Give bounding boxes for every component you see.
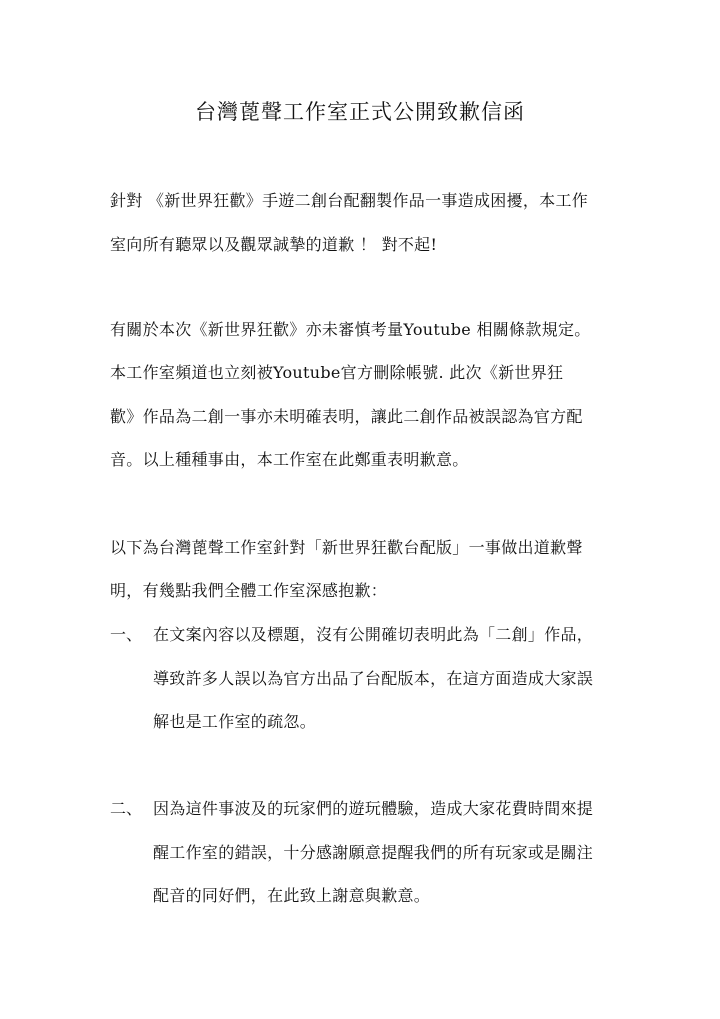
page-title: 台灣蓖聲工作室正式公開致歉信函	[195, 100, 525, 124]
list-item-1-marker: 一、	[110, 625, 143, 644]
paragraph-3-line-2: 明，有幾點我們全體工作室深感抱歉：	[110, 581, 388, 600]
paragraph-2-line-2: 本工作室頻道也立刻被Youtube官方刪除帳號. 此次《新世界狂	[110, 363, 564, 382]
list-item-2-line-2: 醒工作室的錯誤，十分感謝願意提醒我們的所有玩家或是關注	[153, 843, 594, 862]
list-item-1-line-3: 解也是工作室的疏忽。	[153, 712, 317, 731]
paragraph-3-line-1: 以下為台灣蓖聲工作室針對「新世界狂歡台配版」一事做出道歉聲	[110, 538, 583, 557]
paragraph-2-line-3: 歡》作品為二創一事亦未明確表明，讓此二創作品被誤認為官方配	[110, 407, 583, 426]
list-item-1-line-1: 在文案內容以及標題，沒有公開確切表明此為「二創」作品，	[153, 625, 594, 644]
paragraph-1-line-2: 室向所有聽眾以及觀眾誠摯的道歉 ！ 對不起!	[110, 235, 438, 254]
list-item-2-marker: 二、	[110, 799, 143, 818]
list-item-1-line-2: 導致許多人誤以為官方出品了台配版本，在這方面造成大家誤	[153, 669, 594, 688]
list-item-2-line-3: 配音的同好們，在此致上謝意與歉意。	[153, 886, 431, 905]
paragraph-2-line-1: 有關於本次《新世界狂歡》亦未審慎考量Youtube 相關條款規定。	[110, 320, 591, 339]
list-item-2-line-1: 因為這件事波及的玩家們的遊玩體驗，造成大家花費時間來提	[153, 799, 594, 818]
paragraph-2-line-4: 音。以上種種事由，本工作室在此鄭重表明歉意。	[110, 450, 469, 469]
paragraph-1-line-1: 針對 《新世界狂歡》手遊二創台配翻製作品一事造成困擾，本工作	[110, 191, 589, 210]
